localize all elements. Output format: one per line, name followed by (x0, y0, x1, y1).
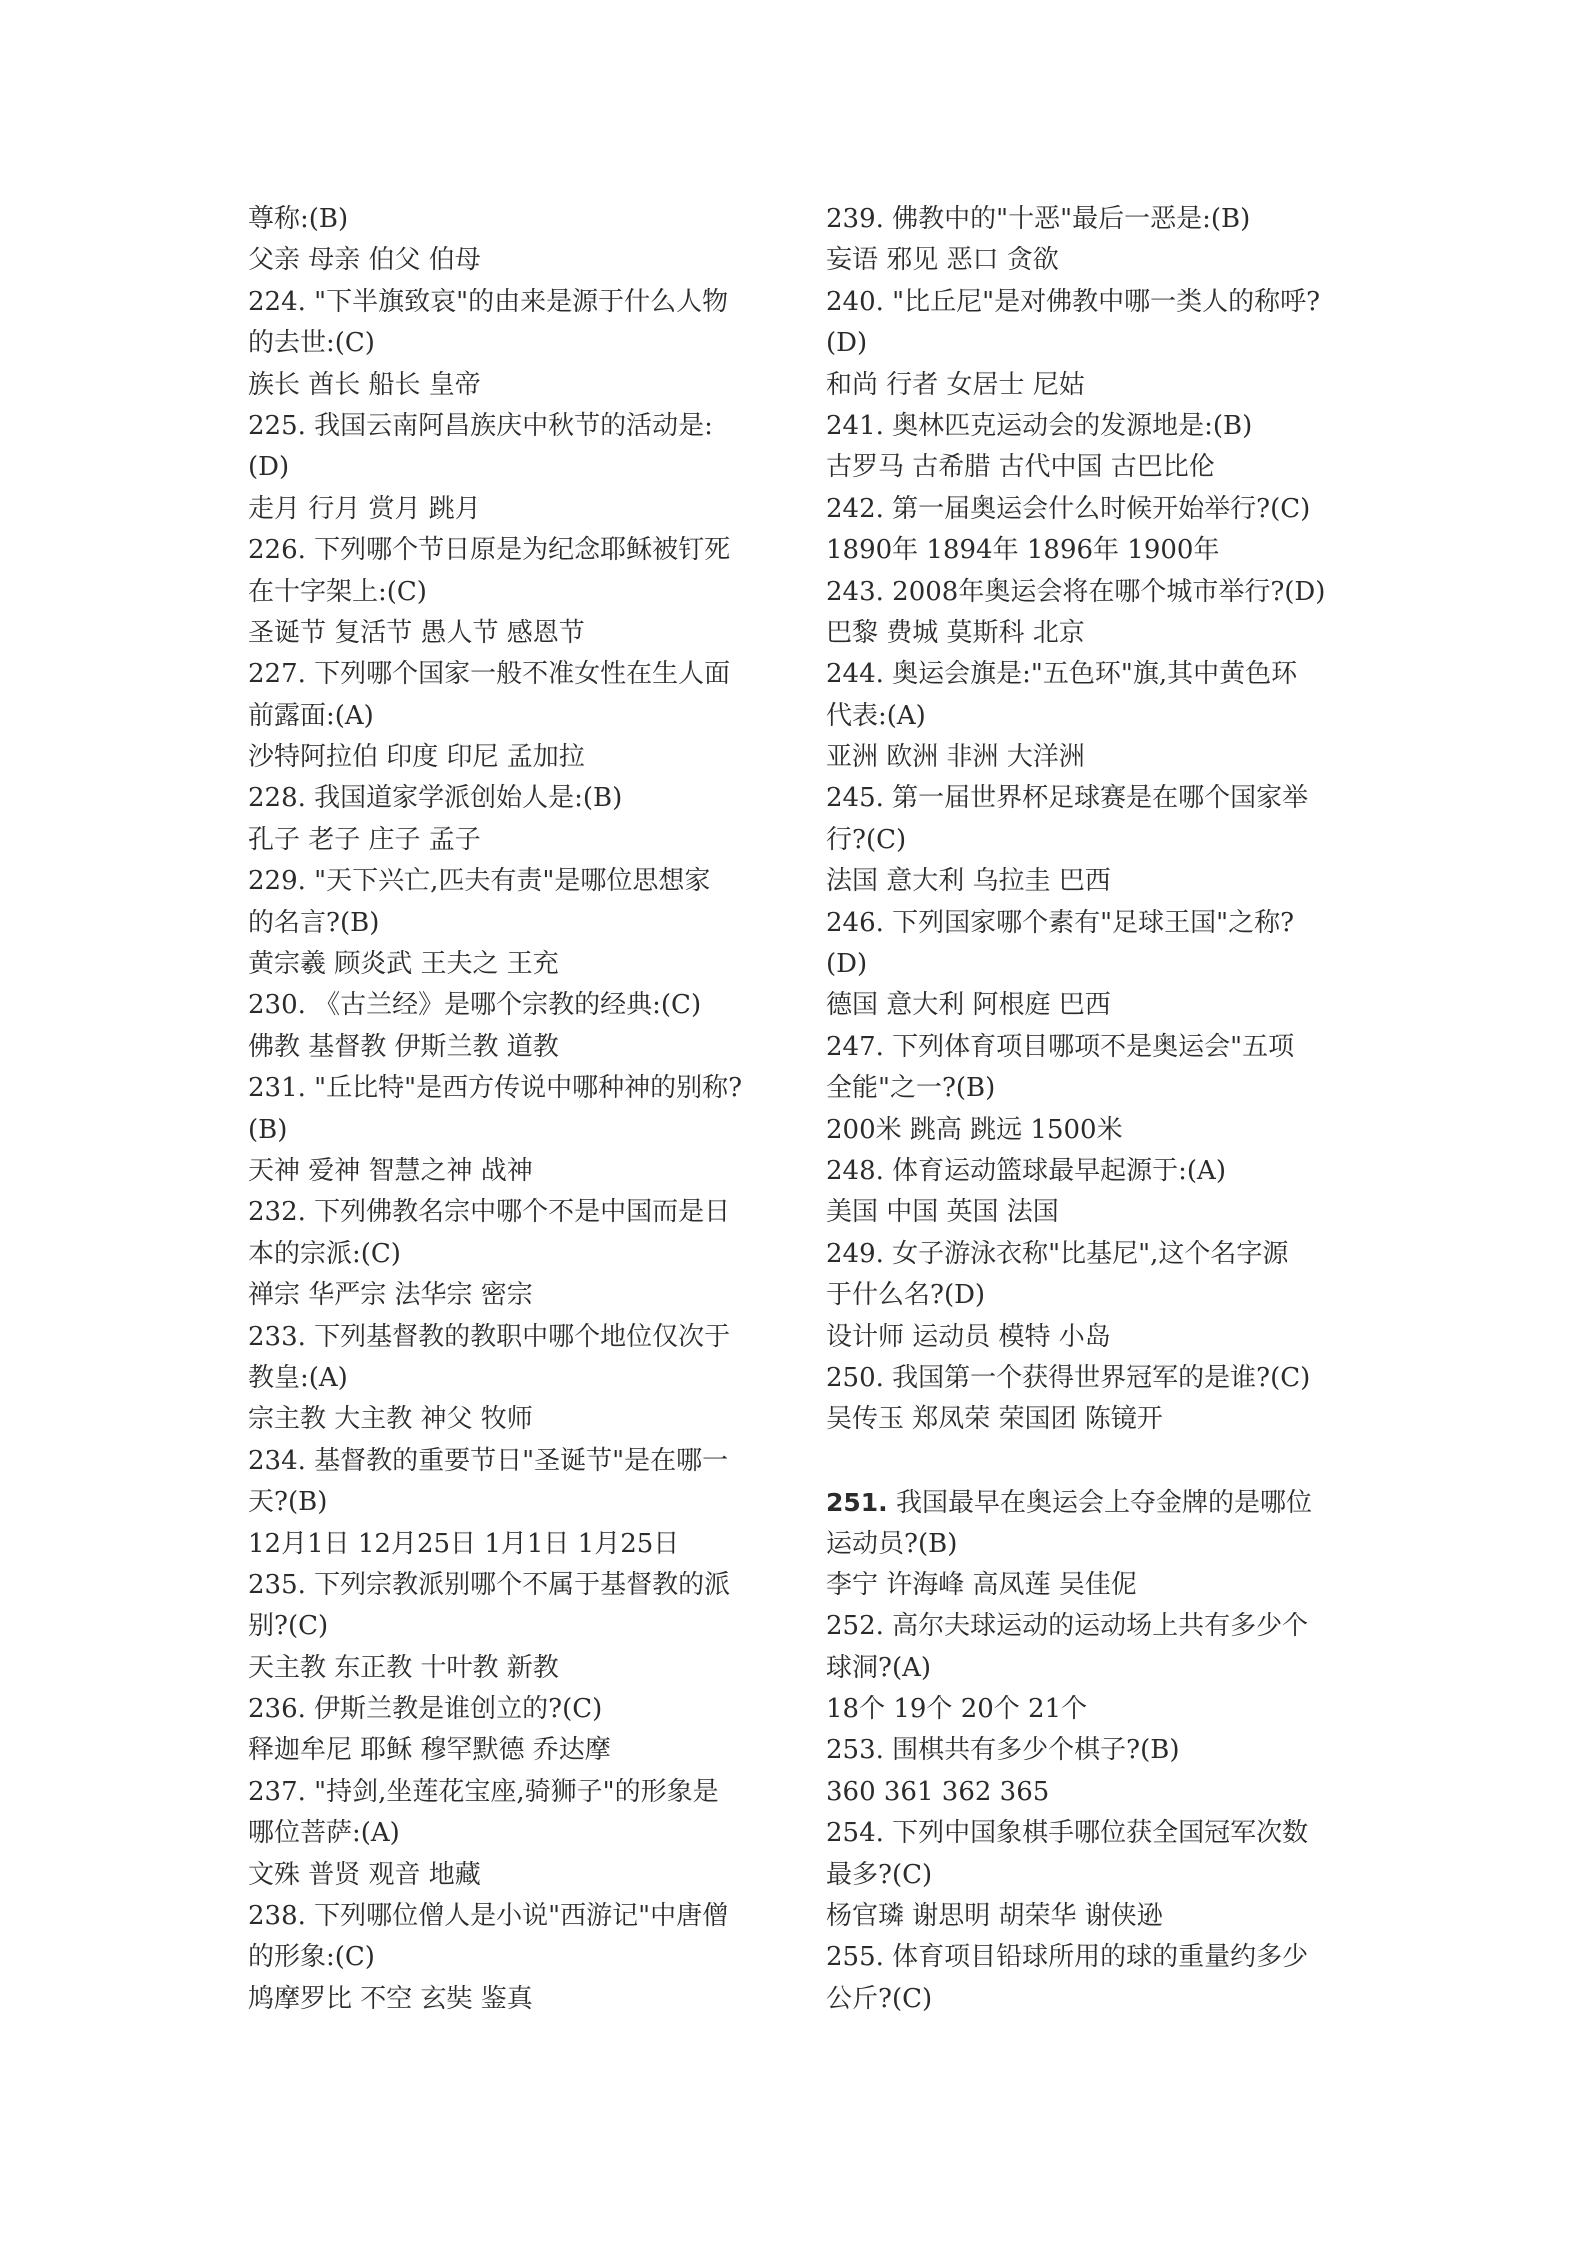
text-line: 229. "天下兴亡,匹夫有责"是哪位思想家 (248, 866, 711, 897)
text-line: 天?(B) (248, 1487, 328, 1518)
text-line: 18个 19个 20个 21个 (826, 1694, 1088, 1725)
text-line: 文殊 普贤 观音 地藏 (248, 1859, 481, 1890)
left-text-column (248, 199, 828, 2020)
text-line: 释迦牟尼 耶稣 穆罕默德 乔达摩 (248, 1735, 611, 1766)
text-line: 李宁 许海峰 高凤莲 吴佳伲 (826, 1569, 1137, 1600)
text-line: 教皇:(A) (248, 1362, 348, 1393)
text-line: 236. 伊斯兰教是谁创立的?(C) (248, 1694, 603, 1725)
text-line: 美国 中国 英国 法国 (826, 1197, 1059, 1228)
text-line: 哪位菩萨:(A) (248, 1818, 400, 1849)
text-line: 238. 下列哪位僧人是小说"西游记"中唐僧 (248, 1901, 729, 1932)
text-line: 鸠摩罗比 不空 玄奘 鉴真 (248, 1983, 533, 2014)
text-line: 228. 我国道家学派创始人是:(B) (248, 783, 623, 814)
text-line: 230. 《古兰经》是哪个宗教的经典:(C) (248, 990, 702, 1021)
text-line: 运动员?(B) (826, 1528, 958, 1559)
text-line: (B) (248, 1114, 288, 1145)
text-line (826, 1482, 1406, 1523)
text-line: 族长 酋长 船长 皇帝 (248, 369, 481, 400)
text-line: 球洞?(A) (826, 1652, 932, 1683)
text-line: 妄语 邪见 恶口 贪欲 (826, 245, 1059, 276)
text-line: 和尚 行者 女居士 尼姑 (826, 369, 1085, 400)
text-line: 公斤?(C) (826, 1983, 933, 2014)
text-line: 的名言?(B) (248, 907, 380, 938)
text-line: (D) (248, 452, 290, 483)
text-line: 254. 下列中国象棋手哪位获全国冠军次数 (826, 1818, 1309, 1849)
text-line: 黄宗羲 顾炎武 王夫之 王充 (248, 949, 559, 980)
text-line: (D) (826, 328, 868, 359)
text-line: 吴传玉 郑凤荣 荣国团 陈镜开 (826, 1404, 1163, 1435)
text-line: 247. 下列体育项目哪项不是奥运会"五项 (826, 1031, 1295, 1062)
text-line: 的形象:(C) (248, 1942, 375, 1973)
text-line: 224. "下半旗致哀"的由来是源于什么人物 (248, 286, 729, 317)
text-line: 天主教 东正教 十叶教 新教 (248, 1652, 559, 1683)
text-line: 227. 下列哪个国家一般不准女性在生人面 (248, 659, 731, 690)
text-line: 代表:(A) (826, 700, 926, 731)
text-line: 本的宗派:(C) (248, 1238, 401, 1269)
text-line: 孔子 老子 庄子 孟子 (248, 824, 481, 855)
text-line: 245. 第一届世界杯足球赛是在哪个国家举 (826, 783, 1309, 814)
text-line: 244. 奥运会旗是:"五色环"旗,其中黄色环 (826, 659, 1298, 690)
text-line: 杨官璘 谢思明 胡荣华 谢侠逊 (826, 1901, 1163, 1932)
text-line: 235. 下列宗教派别哪个不属于基督教的派 (248, 1569, 731, 1600)
text-line: 12月1日 12月25日 1月1日 1月25日 (248, 1528, 680, 1559)
text-line: 232. 下列佛教名宗中哪个不是中国而是日 (248, 1197, 731, 1228)
text-line: 200米 跳高 跳远 1500米 (826, 1114, 1123, 1145)
text-line: 252. 高尔夫球运动的运动场上共有多少个 (826, 1611, 1309, 1642)
text-line: 前露面:(A) (248, 700, 374, 731)
text-line: 242. 第一届奥运会什么时候开始举行?(C) (826, 493, 1311, 524)
text-line: 法国 意大利 乌拉圭 巴西 (826, 866, 1111, 897)
text-line: 最多?(C) (826, 1859, 933, 1890)
text-line: 亚洲 欧洲 非洲 大洋洲 (826, 742, 1085, 773)
text-line: 全能"之一?(B) (826, 1073, 996, 1104)
question-text: 我国最早在奥运会上夺金牌的是哪位 (887, 1488, 1312, 1519)
text-line: 的去世:(C) (248, 328, 375, 359)
text-line: 246. 下列国家哪个素有"足球王国"之称? (826, 907, 1295, 938)
text-line: 248. 体育运动篮球最早起源于:(A) (826, 1155, 1226, 1186)
text-line: 佛教 基督教 伊斯兰教 道教 (248, 1031, 559, 1062)
text-line: 360 361 362 365 (826, 1776, 1050, 1807)
text-line: (D) (826, 949, 868, 980)
text-line: 240. "比丘尼"是对佛教中哪一类人的称呼? (826, 286, 1321, 317)
blank-line (826, 1441, 1406, 1482)
text-line: 249. 女子游泳衣称"比基尼",这个名字源 (826, 1238, 1289, 1269)
text-line: 231. "丘比特"是西方传说中哪种神的别称? (248, 1073, 743, 1104)
text-line: 设计师 运动员 模特 小岛 (826, 1321, 1111, 1352)
text-line: 243. 2008年奥运会将在哪个城市举行?(D) (826, 576, 1326, 607)
question-number-bold: 251. (826, 1488, 888, 1518)
text-line: 宗主教 大主教 神父 牧师 (248, 1404, 533, 1435)
text-line: 226. 下列哪个节日原是为纪念耶稣被钉死 (248, 535, 731, 566)
text-line: 别?(C) (248, 1611, 329, 1642)
text-line: 走月 行月 赏月 跳月 (248, 493, 481, 524)
text-line: 圣诞节 复活节 愚人节 感恩节 (248, 617, 585, 648)
text-line: 237. "持剑,坐莲花宝座,骑狮子"的形象是 (248, 1776, 719, 1807)
text-line: 尊称:(B) (248, 204, 349, 234)
text-line: 233. 下列基督教的教职中哪个地位仅次于 (248, 1321, 731, 1352)
text-line: 255. 体育项目铅球所用的球的重量约多少 (826, 1942, 1309, 1973)
text-line: 古罗马 古希腊 古代中国 古巴比伦 (826, 452, 1215, 483)
text-line: 1890年 1894年 1896年 1900年 (826, 535, 1220, 566)
text-line: 巴黎 费城 莫斯科 北京 (826, 617, 1085, 648)
text-line: 禅宗 华严宗 法华宗 密宗 (248, 1280, 533, 1311)
text-line: 天神 爱神 智慧之神 战神 (248, 1155, 533, 1186)
text-line: 250. 我国第一个获得世界冠军的是谁?(C) (826, 1362, 1311, 1393)
right-text-column (826, 199, 1406, 2020)
text-line: 于什么名?(D) (826, 1280, 986, 1311)
text-line: 德国 意大利 阿根庭 巴西 (826, 990, 1111, 1021)
text-line: 行?(C) (826, 824, 907, 855)
text-line: 父亲 母亲 伯父 伯母 (248, 245, 481, 276)
text-line: 241. 奥林匹克运动会的发源地是:(B) (826, 410, 1253, 441)
text-line: 253. 围棋共有多少个棋子?(B) (826, 1735, 1180, 1766)
text-line: 234. 基督教的重要节日"圣诞节"是在哪一 (248, 1445, 729, 1476)
text-line: 225. 我国云南阿昌族庆中秋节的活动是: (248, 410, 713, 441)
text-line: 沙特阿拉伯 印度 印尼 孟加拉 (248, 742, 585, 773)
text-line: 在十字架上:(C) (248, 576, 427, 607)
text-line: 239. 佛教中的"十恶"最后一恶是:(B) (826, 204, 1251, 234)
